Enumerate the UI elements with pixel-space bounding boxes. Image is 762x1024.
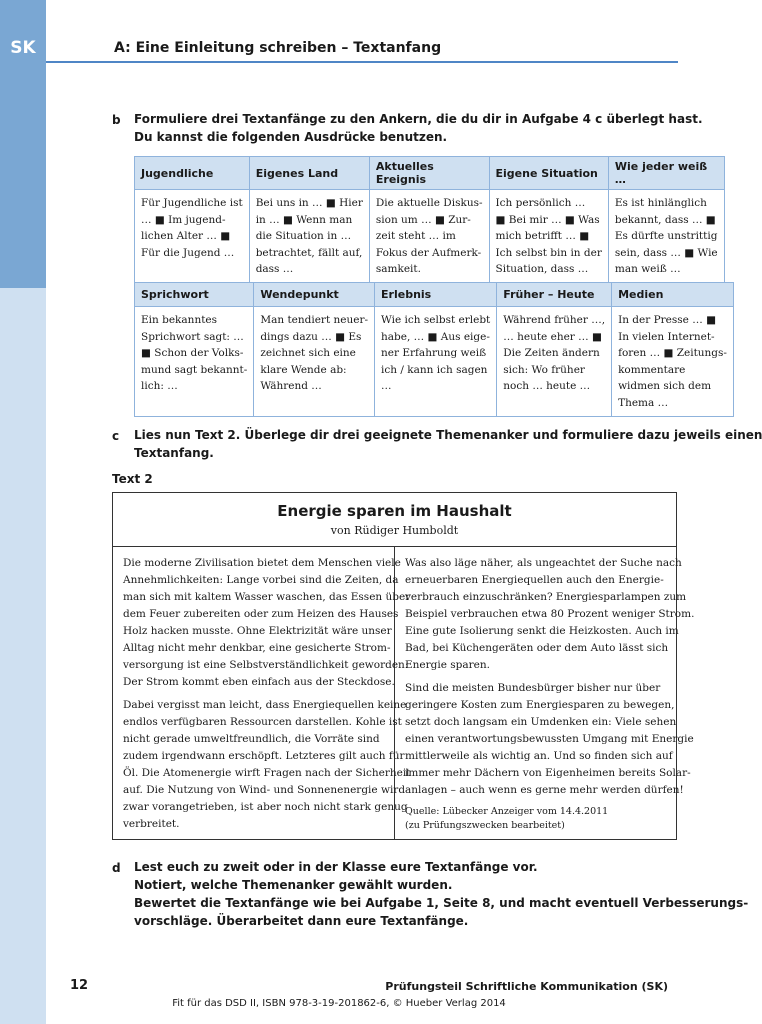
cell-line: in … ■ Wenn man (255, 213, 353, 226)
article-line: Die moderne Zivilisation bietet dem Menschen viele (123, 557, 401, 569)
footer-section-title: Prüfungsteil Schriftliche Kommunikation (SK) (385, 980, 668, 993)
article-paragraph (405, 680, 694, 799)
cell-line: zeit steht … im (375, 230, 456, 242)
article-author: von Rüdiger Humboldt (330, 524, 459, 537)
cell-line: In vielen Internet- (618, 330, 715, 343)
article-line: endlos verfügbaren Ressourcen darstellen. Kohle ist (123, 716, 402, 728)
article-line: Bad, bei Küchengeräten oder dem Auto lässt sich (405, 642, 669, 654)
article-line: einen verantwortungsbewussten Umgang mit Energie (405, 733, 694, 745)
anchor-cell (612, 307, 734, 417)
cell-line: … ■ Im jugend- (141, 213, 226, 226)
article-column-left (113, 547, 411, 839)
task-d-line: Notiert, welche Themenanker gewählt wurden. (134, 878, 453, 892)
article-columns (113, 547, 695, 839)
task-b-instructions (134, 110, 703, 146)
article-line: nicht gerade umweltfreundlich, die Vorräte sind (123, 733, 380, 745)
cell-line: Für die Jugend … (141, 246, 235, 259)
cell-line: dings dazu … ■ Es (260, 330, 362, 343)
article-source (405, 805, 667, 833)
article-box (112, 492, 695, 840)
cell-line: Sprichwort sagt: … (141, 330, 244, 343)
task-d-line: Lest euch zu zweit oder in der Klasse eure Textanfänge vor. (134, 860, 538, 874)
anchor-table-header-row (135, 283, 734, 307)
article-line: zwar vorangetrieben, ist aber noch nicht stark genug (123, 801, 408, 813)
cell-line: betrachtet, fällt auf, (255, 246, 363, 259)
article-line: Annehmlichkeiten: Lange vorbei sind die Zeiten, da (123, 574, 399, 586)
article-line: Holz hacken musste. Ohne Elektrizität wäre unser (123, 625, 392, 637)
cell-line: … (381, 380, 392, 392)
cell-line: lichen Alter … ■ (141, 230, 231, 242)
task-c-line: Lies nun Text 2. Überlege dir drei geeignete Themenanker und formuliere dazu jeweils einen (134, 428, 762, 442)
footer-copyright: Fit für das DSD II, ISBN 978-3-19-201862-6, © Hueber Verlag 2014 (172, 998, 506, 1009)
article-line: verbreitet. (123, 818, 180, 830)
cell-line: Situation, dass … (495, 263, 589, 275)
cell-line: Während … (260, 380, 322, 392)
cell-line: sion um … ■ Zur- (375, 213, 471, 226)
article-line: Eine gute Isolierung senkt die Heizkosten. Auch im (405, 625, 679, 637)
anchor-header: Eigenes Land (249, 157, 369, 190)
section-tab: SK (10, 38, 36, 58)
anchor-table-content-row (135, 307, 734, 417)
cell-line: Die aktuelle Diskus- (375, 197, 483, 209)
anchor-table-1 (134, 156, 725, 284)
article-title: Energie sparen im Haushalt (277, 502, 512, 520)
page-number: 12 (70, 978, 89, 993)
anchor-header: Jugendliche (135, 157, 250, 190)
article-paragraph (123, 555, 411, 691)
task-c-letter: c (112, 429, 120, 443)
cell-line: ich / kann ich sagen (381, 363, 488, 376)
article-line: Energie sparen. (405, 659, 490, 671)
cell-line: Es ist hinlänglich (614, 197, 707, 209)
task-d-line: Bewertet die Textanfänge wie bei Aufgabe 1, Seite 8, und macht eventuell Verbesserungs- (134, 896, 749, 910)
cell-line: lich: … (141, 380, 178, 392)
cell-line: In der Presse … ■ (618, 314, 716, 326)
article-line: Was also läge näher, als ungeachtet der Suche nach (405, 557, 682, 569)
cell-line: Fokus der Aufmerk- (375, 246, 482, 259)
cell-line: Ich selbst bin in der (495, 246, 602, 259)
article-line: mittlerweile als wichtig an. Und so finden sich auf (405, 750, 673, 762)
cell-line: Während früher …, (503, 314, 606, 326)
cell-line: ■ Schon der Volks- (141, 347, 244, 359)
article-line: erneuerbaren Energiequellen auch den Energie- (405, 574, 664, 586)
anchor-header: Aktuelles Ereignis (369, 157, 489, 190)
cell-line: Ein bekanntes (141, 314, 218, 326)
article-paragraph (405, 555, 695, 674)
cell-line: bekannt, dass … ■ (614, 213, 716, 226)
anchor-table-header-row (135, 157, 725, 190)
anchor-cell (497, 307, 612, 417)
article-line: Beispiel verbrauchen etwa 80 Prozent weniger Strom. (405, 608, 695, 620)
task-c-line: Textanfang. (134, 446, 214, 460)
article-header (113, 493, 676, 547)
task-c-instructions (134, 426, 762, 462)
cell-line: Thema … (618, 396, 669, 409)
cell-line: Wie ich selbst erlebt (381, 314, 491, 326)
anchor-header: Eigene Situation (489, 157, 608, 190)
article-line: Der Strom kommt eben einfach aus der Steckdose. (123, 676, 395, 688)
anchor-table-2 (134, 282, 734, 417)
cell-line: mich betrifft … ■ (495, 230, 590, 242)
cell-line: sein, dass … ■ Wie (614, 246, 718, 259)
anchor-cell (489, 190, 608, 284)
cell-line: … heute eher … ■ (503, 330, 602, 343)
cell-line: samkeit. (375, 263, 421, 275)
cell-line: ner Erfahrung weiß (381, 347, 487, 359)
anchor-header: Wendepunkt (254, 283, 375, 307)
cell-line: Man tendiert neuer- (260, 314, 369, 326)
cell-line: Für Jugendliche ist (141, 197, 243, 209)
article-line: setzt doch langsam ein Umdenken ein: Viele sehen (405, 716, 677, 728)
article-line: Alltag nicht mehr denkbar, eine gesicherte Strom- (123, 642, 391, 654)
anchor-cell (135, 307, 254, 417)
article-line: geringere Kosten zum Energiesparen zu bewegen, (405, 699, 675, 711)
cell-line: man weiß … (614, 263, 681, 275)
cell-line: klare Wende ab: (260, 363, 347, 376)
article-line: auf. Die Nutzung von Wind- und Sonnenenergie wird (123, 784, 406, 796)
cell-line: zeichnet sich eine (260, 347, 356, 359)
article-line: zudem irgendwann erschöpft. Letzteres gilt auch für (123, 750, 405, 762)
source-line: Quelle: Lübecker Anzeiger vom 14.4.2011 (405, 806, 609, 817)
cell-line: dass … (255, 263, 294, 275)
cell-line: kommentare (618, 363, 686, 376)
task-d-line: vorschläge. Überarbeitet dann eure Textanfänge. (134, 914, 469, 928)
cell-line: mund sagt bekannt- (141, 363, 248, 376)
anchor-header: Früher – Heute (497, 283, 612, 307)
article-line: man sich mit kaltem Wasser waschen, das Essen über (123, 591, 411, 603)
source-line: (zu Prüfungszwecken bearbeitet) (405, 820, 565, 831)
article-line: anlagen – auch wenn es gerne mehr werden dürfen! (405, 784, 684, 796)
article-line: dem Feuer zubereiten oder zum Heizen des Hauses (123, 608, 399, 620)
cell-line: Es dürfte unstrittig (614, 230, 718, 242)
cell-line: Die Zeiten ändern (503, 347, 600, 359)
page-header-title: A: Eine Einleitung schreiben – Textanfang (114, 40, 442, 56)
cell-line: foren … ■ Zeitungs- (618, 347, 727, 359)
anchor-cell (608, 190, 724, 284)
cell-line: die Situation in … (255, 230, 352, 242)
text2-label: Text 2 (112, 472, 153, 486)
header-rule (46, 61, 678, 63)
article-line: Sind die meisten Bundesbürger bisher nur über (405, 682, 661, 694)
article-line: Öl. Die Atomenergie wirft Fragen nach der Sicherheit (123, 767, 411, 779)
anchor-header: Medien (612, 283, 734, 307)
article-line: Dabei vergisst man leicht, dass Energiequellen keine (123, 699, 407, 711)
anchor-header: Erlebnis (375, 283, 497, 307)
task-b-line: Formuliere drei Textanfänge zu den Ankern, die du dir in Aufgabe 4 c überlegt hast. (134, 112, 703, 126)
anchor-header: Wie jeder weiß … (608, 157, 724, 190)
task-d-letter: d (112, 861, 121, 875)
anchor-cell (254, 307, 375, 417)
anchor-cell (375, 307, 497, 417)
anchor-cell (135, 190, 250, 284)
cell-line: sich: Wo früher (503, 363, 585, 376)
article-column-right (395, 547, 695, 839)
article-paragraph (123, 697, 411, 833)
article-line: verbrauch einzuschränken? Energiesparlampen zum (405, 591, 687, 603)
task-b-letter: b (112, 113, 121, 127)
article-line: versorgung ist eine Selbstverständlichkeit geworden: (123, 659, 409, 671)
anchor-cell (249, 190, 369, 284)
anchor-cell (369, 190, 489, 284)
cell-line: widmen sich dem (618, 380, 712, 392)
cell-line: noch … heute … (503, 380, 591, 392)
cell-line: Bei uns in … ■ Hier (255, 197, 363, 209)
cell-line: habe, … ■ Aus eige- (381, 330, 490, 343)
anchor-header: Sprichwort (135, 283, 254, 307)
task-b-line: Du kannst die folgenden Ausdrücke benutzen. (134, 130, 448, 144)
anchor-table-content-row (135, 190, 725, 284)
cell-line: ■ Bei mir … ■ Was (495, 213, 600, 226)
cell-line: Ich persönlich … (495, 197, 586, 209)
task-d-instructions (134, 858, 748, 930)
article-line: immer mehr Dächern von Eigenheimen bereits Solar- (405, 767, 691, 779)
